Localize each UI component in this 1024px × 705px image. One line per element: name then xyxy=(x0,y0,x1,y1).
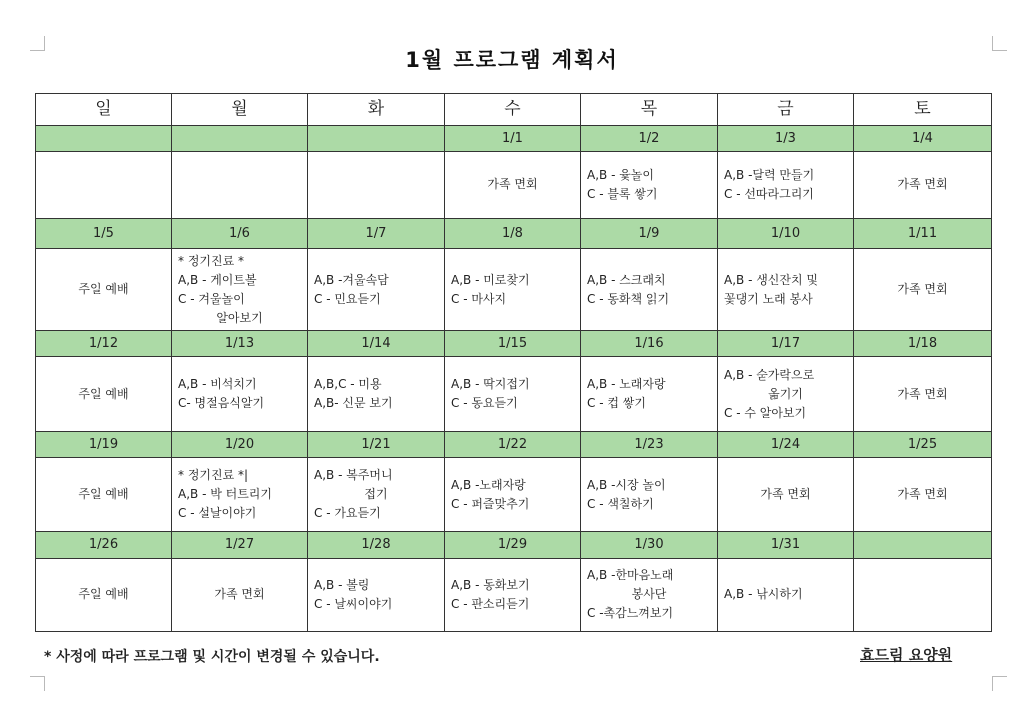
activity-cell xyxy=(445,152,581,218)
date-cell: 1/22 xyxy=(445,431,581,457)
date-cell: 1/16 xyxy=(581,331,718,357)
activity-row xyxy=(36,357,992,431)
date-cell: 1/2 xyxy=(581,126,718,152)
activity-line: 접기 xyxy=(364,487,388,502)
date-cell: 1/31 xyxy=(718,532,854,558)
date-cell: 1/12 xyxy=(36,331,172,357)
activity-cell xyxy=(718,152,854,218)
activity-cell xyxy=(445,457,581,531)
date-cell xyxy=(854,532,992,558)
date-cell: 1/13 xyxy=(172,331,308,357)
organization-name: 효드림 요양원 xyxy=(860,646,953,664)
activity-line: 가족 면회 xyxy=(487,177,538,192)
activity-cell xyxy=(581,152,718,218)
activity-cell xyxy=(172,152,308,218)
activity-line: 알아보기 xyxy=(216,310,263,325)
document-title: 1월 프로그램 계획서 xyxy=(405,48,619,72)
activity-line: * 정기진료 * xyxy=(178,253,244,268)
activity-line: C - 가요듣기 xyxy=(314,506,381,521)
activity-line: A,B - 동화보기 xyxy=(451,577,530,592)
weekday-header-row xyxy=(36,94,992,126)
activity-line: 주일 예배 xyxy=(78,282,129,297)
activity-cell xyxy=(172,558,308,631)
activity-line: C - 겨울놀이 xyxy=(178,291,245,306)
date-cell: 1/9 xyxy=(581,218,718,248)
activity-line: 가족 면회 xyxy=(897,282,948,297)
page-corner-mark xyxy=(992,676,1007,691)
date-cell: 1/29 xyxy=(445,532,581,558)
activity-line: C - 판소리듣기 xyxy=(451,596,530,611)
activity-line: 주일 예배 xyxy=(78,587,129,602)
date-row xyxy=(36,331,992,357)
activity-line: 가족 면회 xyxy=(897,487,948,502)
activity-line: C - 퍼즐맞추기 xyxy=(451,496,530,511)
date-cell: 1/19 xyxy=(36,431,172,457)
activity-line: C - 컵 쌓기 xyxy=(587,396,646,411)
weekday-header: 토 xyxy=(854,94,992,126)
activity-line: A,B - 노래자랑 xyxy=(587,377,666,392)
activity-cell xyxy=(854,248,992,330)
activity-cell xyxy=(445,357,581,431)
activity-line: 주일 예배 xyxy=(78,487,129,502)
activity-row xyxy=(36,152,992,218)
activity-line: 주일 예배 xyxy=(78,386,129,401)
activity-line: A,B - 복주머니 xyxy=(314,468,393,483)
activity-cell xyxy=(308,248,445,330)
activity-line: A,B - 비석치기 xyxy=(178,377,257,392)
activity-row xyxy=(36,558,992,631)
activity-cell xyxy=(581,248,718,330)
activity-line: A,B - 게이트볼 xyxy=(178,272,257,287)
date-cell xyxy=(172,126,308,152)
activity-cell xyxy=(445,248,581,330)
date-cell: 1/27 xyxy=(172,532,308,558)
activity-line: C -촉감느껴보기 xyxy=(587,606,674,621)
activity-cell xyxy=(172,248,308,330)
activity-line: A,B - 생신잔치 및 xyxy=(724,272,818,287)
activity-cell xyxy=(718,558,854,631)
activity-cell xyxy=(581,457,718,531)
activity-line: A,B -노래자랑 xyxy=(451,477,526,492)
activity-cell xyxy=(36,457,172,531)
date-cell: 1/21 xyxy=(308,431,445,457)
activity-cell xyxy=(718,248,854,330)
activity-cell xyxy=(854,152,992,218)
date-cell: 1/5 xyxy=(36,218,172,248)
program-calendar-table xyxy=(35,93,992,632)
date-cell: 1/4 xyxy=(854,126,992,152)
activity-line: C - 동요듣기 xyxy=(451,396,518,411)
activity-line: 옮기기 xyxy=(768,386,803,401)
activity-line: A,B - 낚시하기 xyxy=(724,587,803,602)
activity-cell xyxy=(718,357,854,431)
date-row xyxy=(36,218,992,248)
activity-cell xyxy=(308,152,445,218)
activity-line: C - 수 알아보기 xyxy=(724,405,807,420)
activity-line: C - 민요듣기 xyxy=(314,291,381,306)
activity-cell xyxy=(308,558,445,631)
date-cell xyxy=(36,126,172,152)
date-row xyxy=(36,532,992,558)
date-row xyxy=(36,126,992,152)
activity-line: C - 날씨이야기 xyxy=(314,596,393,611)
activity-line: 꽃댕기 노래 봉사 xyxy=(724,291,813,306)
date-cell: 1/1 xyxy=(445,126,581,152)
date-cell: 1/17 xyxy=(718,331,854,357)
date-cell: 1/11 xyxy=(854,218,992,248)
date-cell: 1/18 xyxy=(854,331,992,357)
activity-cell xyxy=(308,457,445,531)
weekday-header: 일 xyxy=(36,94,172,126)
activity-line: C - 선따라그리기 xyxy=(724,186,814,201)
date-cell: 1/3 xyxy=(718,126,854,152)
activity-line: A,B -겨울속담 xyxy=(314,272,389,287)
activity-line: * 정기진료 *| xyxy=(178,468,249,483)
activity-line: C - 색칠하기 xyxy=(587,496,654,511)
activity-cell xyxy=(36,248,172,330)
date-row xyxy=(36,431,992,457)
activity-line: A,B -한마음노래 xyxy=(587,568,674,583)
activity-cell xyxy=(36,558,172,631)
activity-cell xyxy=(445,558,581,631)
activity-line: C - 동화책 읽기 xyxy=(587,291,670,306)
activity-cell xyxy=(718,457,854,531)
activity-cell xyxy=(854,457,992,531)
date-cell: 1/23 xyxy=(581,431,718,457)
date-cell: 1/26 xyxy=(36,532,172,558)
date-cell: 1/10 xyxy=(718,218,854,248)
activity-line: A,B -달력 만들기 xyxy=(724,167,815,182)
activity-row xyxy=(36,248,992,330)
activity-line: A,B,C - 미용 xyxy=(314,377,382,392)
activity-line: 가족 면회 xyxy=(897,386,948,401)
date-cell: 1/8 xyxy=(445,218,581,248)
page-corner-mark xyxy=(30,676,45,691)
activity-line: A,B- 신문 보기 xyxy=(314,396,393,411)
activity-line: A,B - 스크래치 xyxy=(587,272,666,287)
date-cell: 1/20 xyxy=(172,431,308,457)
weekday-header: 화 xyxy=(308,94,445,126)
activity-line: C - 마사지 xyxy=(451,291,507,306)
activity-cell xyxy=(36,357,172,431)
activity-line: A,B - 박 터트리기 xyxy=(178,487,272,502)
activity-cell xyxy=(172,457,308,531)
activity-cell xyxy=(854,357,992,431)
activity-line: A,B - 볼링 xyxy=(314,577,370,592)
activity-cell xyxy=(581,357,718,431)
weekday-header: 수 xyxy=(445,94,581,126)
activity-cell xyxy=(581,558,718,631)
footnote: * 사정에 따라 프로그램 및 시간이 변경될 수 있습니다. xyxy=(44,649,380,665)
weekday-header: 목 xyxy=(581,94,718,126)
activity-line: A,B - 미로찾기 xyxy=(451,272,530,287)
activity-line: A,B - 딱지접기 xyxy=(451,377,530,392)
activity-cell xyxy=(308,357,445,431)
activity-cell xyxy=(36,152,172,218)
weekday-header: 금 xyxy=(718,94,854,126)
date-cell: 1/15 xyxy=(445,331,581,357)
activity-line: 가족 면회 xyxy=(897,177,948,192)
activity-line: C- 명절음식알기 xyxy=(178,396,265,411)
activity-line: 가족 면회 xyxy=(760,487,811,502)
date-cell: 1/28 xyxy=(308,532,445,558)
date-cell: 1/25 xyxy=(854,431,992,457)
date-cell xyxy=(308,126,445,152)
weekday-header: 월 xyxy=(172,94,308,126)
date-cell: 1/14 xyxy=(308,331,445,357)
date-cell: 1/24 xyxy=(718,431,854,457)
activity-cell xyxy=(854,558,992,631)
activity-line: C - 설날이야기 xyxy=(178,506,257,521)
date-cell: 1/6 xyxy=(172,218,308,248)
activity-line: 봉사단 xyxy=(631,587,667,602)
activity-line: A,B -시장 놀이 xyxy=(587,477,666,492)
activity-cell xyxy=(172,357,308,431)
calendar-body xyxy=(36,94,992,632)
activity-line: C - 블록 쌓기 xyxy=(587,186,658,201)
activity-line: A,B - 숟가락으로 xyxy=(724,367,815,382)
date-cell: 1/7 xyxy=(308,218,445,248)
activity-line: A,B - 윷놀이 xyxy=(587,167,654,182)
activity-row xyxy=(36,457,992,531)
activity-line: 가족 면회 xyxy=(214,587,265,602)
date-cell: 1/30 xyxy=(581,532,718,558)
